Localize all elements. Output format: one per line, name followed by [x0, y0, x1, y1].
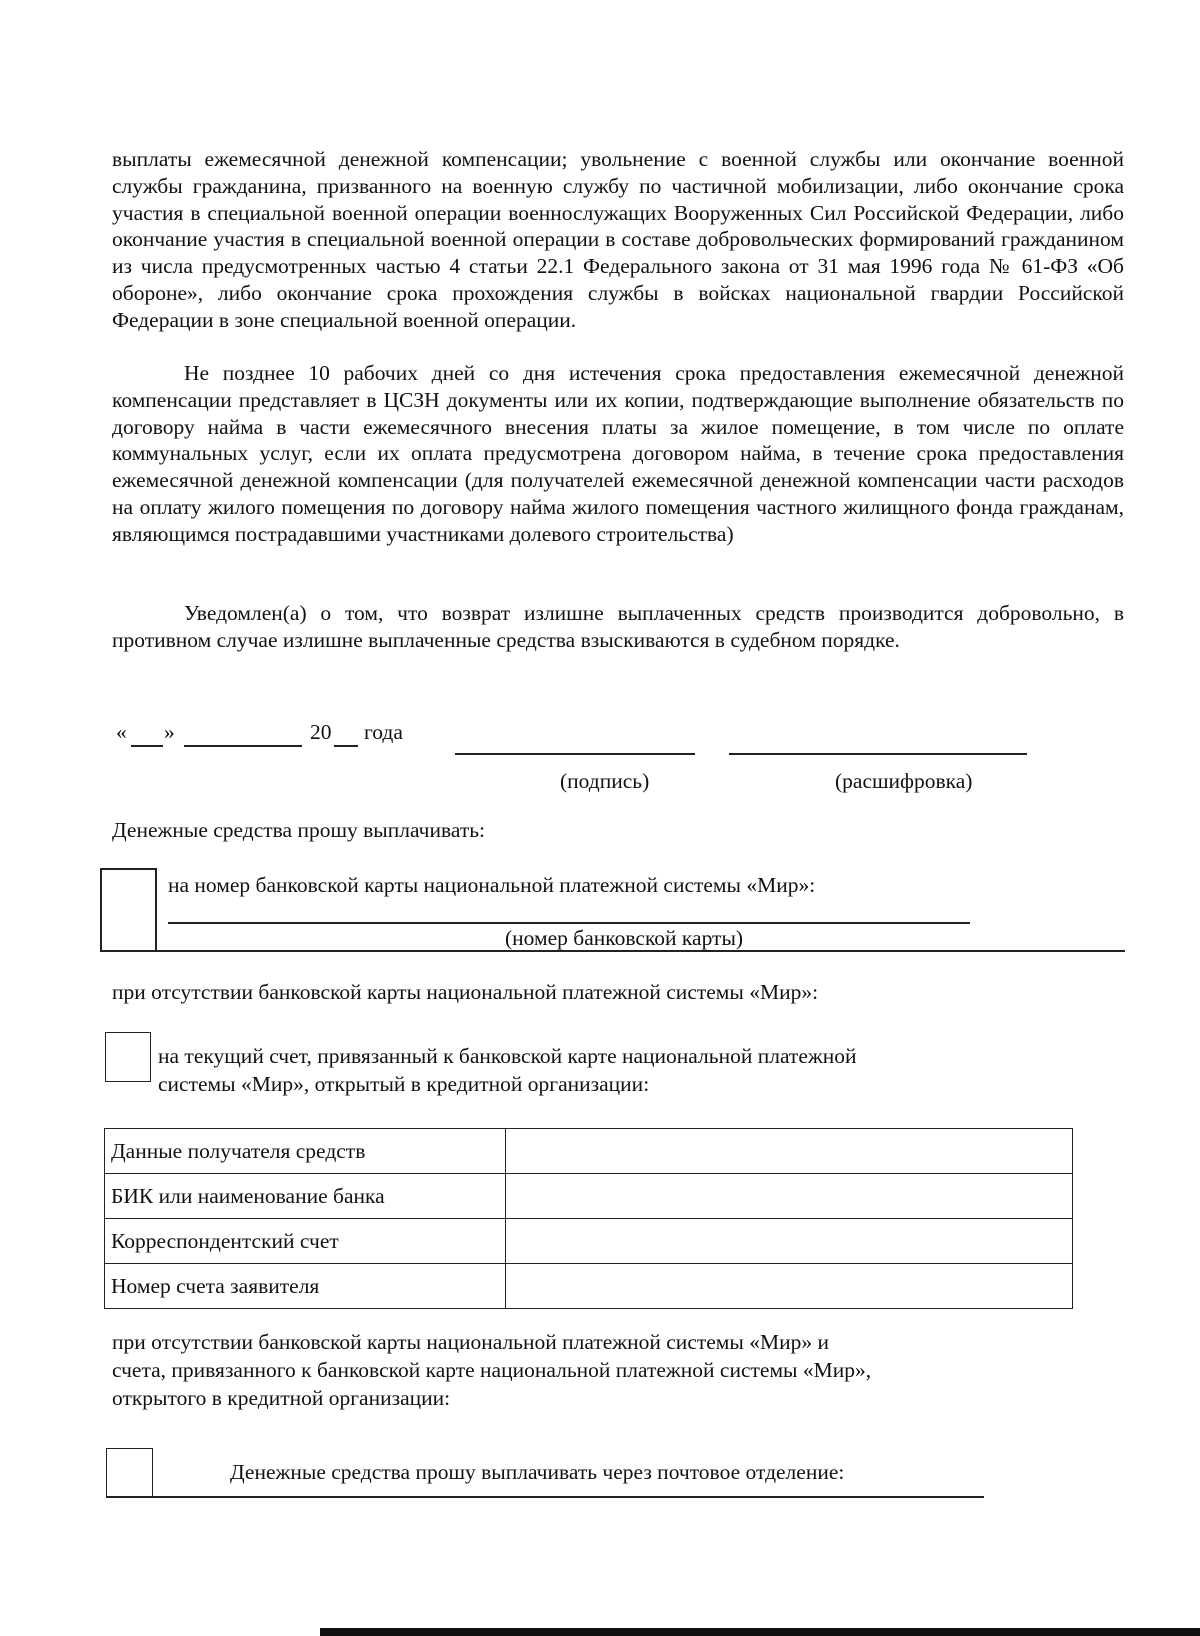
option-post-label: Денежные средства прошу выплачивать через почтовое отделение: [230, 1460, 845, 1484]
table-row [105, 1129, 1073, 1174]
paragraph-text: Уведомлен(а) о том, что возврат излишне выплаченных средств производится добровольно, в противном случае излишне выплаченные средства взыскиваются в судебном порядке. [112, 601, 1124, 652]
year-prefix: 20 [310, 720, 332, 744]
no-card-heading: при отсутствии банковской карты национальной платежной системы «Мир»: [112, 980, 819, 1004]
recipient-data-field[interactable] [506, 1129, 1073, 1174]
month-field[interactable] [184, 745, 302, 747]
card-box-left-border [100, 868, 102, 952]
date-close-quote: » [164, 720, 175, 744]
bank-details-table [104, 1128, 1073, 1309]
paragraph-payment-termination [112, 146, 1124, 334]
paragraph-text: Не позднее 10 рабочих дней со дня истечения срока предоставления ежемесячной денежной компенсации представляет в ЦСЗН документы или их копии, подтверждающие выполнение обязательств по договору найма в части ежемесячного внесения платы за жилое помещение, в том числе по оплате коммунальных услуг, если их оплата предусмотрена договором найма, в течение срока предоставления ежемесячной денежной компенсации (для получателей ежемесячной денежной компенсации части расходов на оплату жилого помещения по договору найма жилого помещения частного жилищного фонда гражданам, являющимся пострадавшими участниками долевого строительства) [112, 361, 1124, 546]
decoding-caption: (расшифровка) [835, 769, 973, 793]
applicant-account-field[interactable] [506, 1264, 1073, 1309]
option-account-line-1: на текущий счет, привязанный к банковской карте национальной платежной [158, 1044, 857, 1068]
bik-field[interactable] [506, 1174, 1073, 1219]
year-suffix: года [364, 720, 403, 744]
card-number-caption: (номер банковской карты) [505, 926, 744, 950]
card-number-field[interactable] [168, 922, 970, 924]
card-checkbox[interactable] [155, 868, 157, 952]
post-checkbox[interactable] [106, 1448, 153, 1498]
row-label-applicant-account: Номер счета заявителя [105, 1264, 506, 1309]
table-row [105, 1174, 1073, 1219]
scan-edge-shadow [320, 1628, 1200, 1636]
row-label-corr-account: Корреспондентский счет [105, 1219, 506, 1264]
signature-field[interactable] [455, 753, 695, 755]
no-account-line-2: счета, привязанного к банковской карте национальной платежной системы «Мир», [112, 1358, 872, 1382]
paragraph-documents-deadline [112, 360, 1124, 548]
day-field[interactable] [131, 745, 163, 747]
payment-heading: Денежные средства прошу выплачивать: [112, 818, 486, 842]
decoding-field[interactable] [729, 753, 1027, 755]
no-account-line-1: при отсутствии банковской карты национальной платежной системы «Мир» и [112, 1330, 829, 1354]
no-account-line-3: открытого в кредитной организации: [112, 1386, 451, 1410]
paragraph-text: выплаты ежемесячной денежной компенсации; увольнение с военной службы или окончание военной службы гражданина, призванного на военную службу по частичной мобилизации, либо окончание срока участия в специальной военной операции военнослужащих Вооруженных Сил Российской Федерации, либо окончание участия в специальной военной операции в составе добровольческих формирований гражданином из числа предусмотренных частью 4 статьи 22.1 Федерального закона от 31 мая 1996 года № 61-ФЗ «Об обороне», либо окончание срока прохождения службы в войсках национальной гвардии Российской Федерации в зоне специальной военной операции. [112, 147, 1124, 332]
option-account-line-2: системы «Мир», открытый в кредитной организации: [158, 1072, 650, 1096]
row-label-recipient: Данные получателя средств [105, 1129, 506, 1174]
card-box-top-border [100, 868, 157, 870]
year-field[interactable] [334, 745, 358, 747]
table-row [105, 1264, 1073, 1309]
row-label-bik: БИК или наименование банка [105, 1174, 506, 1219]
corr-account-field[interactable] [506, 1219, 1073, 1264]
table-row [105, 1219, 1073, 1264]
paragraph-notification [112, 600, 1124, 654]
post-office-field[interactable] [106, 1496, 984, 1498]
option-card-label: на номер банковской карты национальной платежной системы «Мир»: [168, 873, 816, 897]
signature-caption: (подпись) [560, 769, 650, 793]
account-checkbox[interactable] [105, 1032, 151, 1082]
date-open-quote: « [116, 720, 127, 744]
